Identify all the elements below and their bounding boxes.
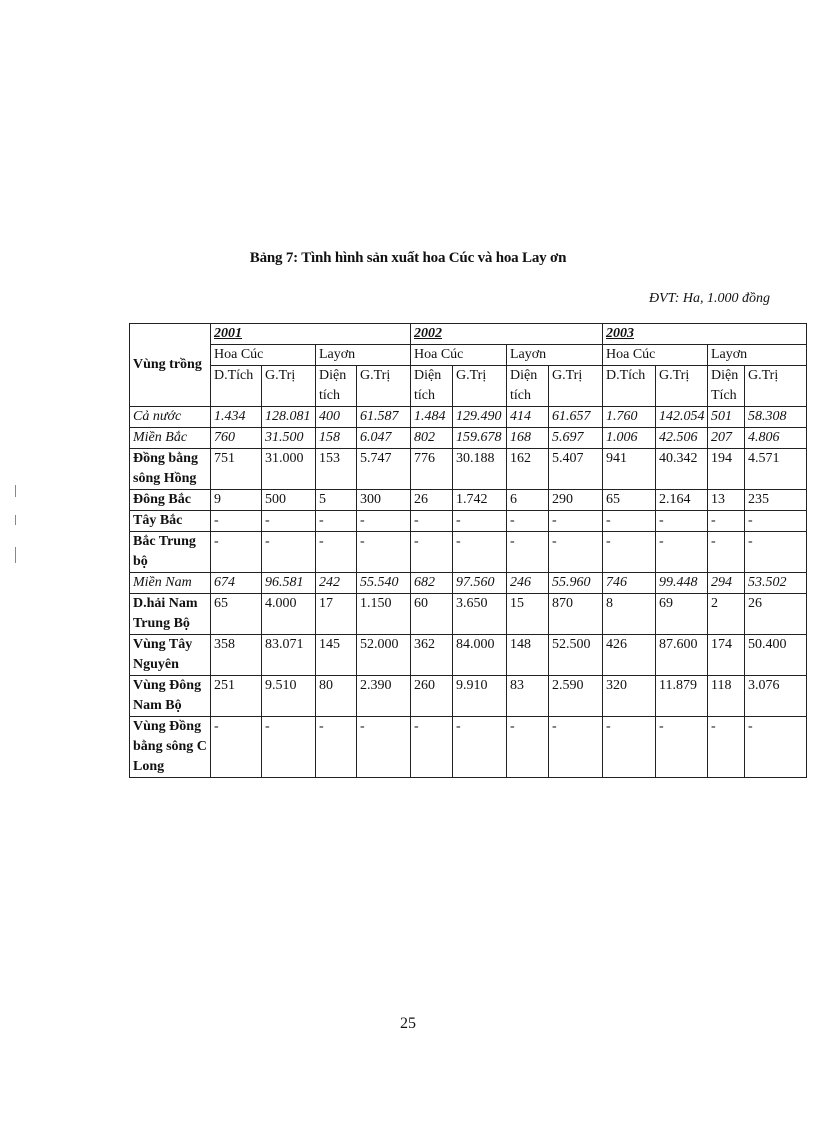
value-cell: 142.054 [656, 407, 708, 428]
region-name-cell: Cả nước [130, 407, 211, 428]
value-cell: 2.164 [656, 490, 708, 511]
value-cell: 168 [507, 428, 549, 449]
region-name-cell: Miền Bắc [130, 428, 211, 449]
group-header-2003-layon: Layơn [708, 345, 807, 366]
value-cell: 760 [211, 428, 262, 449]
value-cell: 30.188 [453, 449, 507, 490]
value-cell: 80 [316, 676, 357, 717]
scan-margin-mark [15, 547, 16, 563]
table-row [130, 635, 807, 676]
value-cell: - [357, 532, 411, 573]
value-cell: 69 [656, 594, 708, 635]
value-cell: - [411, 717, 453, 778]
value-cell: - [453, 532, 507, 573]
value-cell: - [316, 532, 357, 573]
region-name-cell: Miền Nam [130, 573, 211, 594]
value-cell: - [745, 717, 807, 778]
value-cell: - [708, 717, 745, 778]
value-cell: 1.434 [211, 407, 262, 428]
year-header-2002: 2002 [411, 324, 603, 345]
value-cell: 65 [603, 490, 656, 511]
value-cell: 162 [507, 449, 549, 490]
subheader-cell: D.Tích [603, 366, 656, 407]
value-cell: 174 [708, 635, 745, 676]
value-cell: - [411, 511, 453, 532]
table-row [130, 511, 807, 532]
value-cell: 8 [603, 594, 656, 635]
value-cell: 260 [411, 676, 453, 717]
value-cell: 9.510 [262, 676, 316, 717]
value-cell: 414 [507, 407, 549, 428]
value-cell: 3.076 [745, 676, 807, 717]
value-cell: 300 [357, 490, 411, 511]
subheader-cell: G.Trị [262, 366, 316, 407]
value-cell: - [708, 532, 745, 573]
value-cell: 235 [745, 490, 807, 511]
value-cell: 52.000 [357, 635, 411, 676]
table-body [130, 324, 807, 778]
subheader-cell: G.Trị [656, 366, 708, 407]
value-cell: 6.047 [357, 428, 411, 449]
value-cell: 1.150 [357, 594, 411, 635]
subheader-cell: G.Trị [745, 366, 807, 407]
value-cell: - [603, 717, 656, 778]
value-cell: 31.500 [262, 428, 316, 449]
value-cell: - [357, 511, 411, 532]
value-cell: 50.400 [745, 635, 807, 676]
value-cell: 26 [745, 594, 807, 635]
value-cell: 5.407 [549, 449, 603, 490]
value-cell: - [507, 511, 549, 532]
value-cell: 1.742 [453, 490, 507, 511]
value-cell: - [211, 717, 262, 778]
value-cell: 61.587 [357, 407, 411, 428]
metric-header-row [130, 366, 807, 407]
value-cell: - [745, 532, 807, 573]
value-cell: 118 [708, 676, 745, 717]
value-cell: 400 [316, 407, 357, 428]
value-cell: - [211, 511, 262, 532]
value-cell: - [262, 717, 316, 778]
value-cell: 65 [211, 594, 262, 635]
value-cell: 1.006 [603, 428, 656, 449]
value-cell: 11.879 [656, 676, 708, 717]
value-cell: 242 [316, 573, 357, 594]
value-cell: 4.000 [262, 594, 316, 635]
value-cell: 290 [549, 490, 603, 511]
value-cell: - [603, 511, 656, 532]
value-cell: 362 [411, 635, 453, 676]
value-cell: - [262, 511, 316, 532]
value-cell: - [316, 511, 357, 532]
region-name-cell: Vùng Đồng bằng sông C Long [130, 717, 211, 778]
value-cell: 158 [316, 428, 357, 449]
region-name-cell: Đông Bắc [130, 490, 211, 511]
value-cell: 207 [708, 428, 745, 449]
group-header-2002-cuc: Hoa Cúc [411, 345, 507, 366]
value-cell: - [549, 717, 603, 778]
value-cell: 13 [708, 490, 745, 511]
value-cell: - [507, 717, 549, 778]
value-cell: 53.502 [745, 573, 807, 594]
subheader-cell: G.Trị [453, 366, 507, 407]
value-cell: 251 [211, 676, 262, 717]
table-row [130, 717, 807, 778]
value-cell: 2.390 [357, 676, 411, 717]
value-cell: 83 [507, 676, 549, 717]
value-cell: 870 [549, 594, 603, 635]
subheader-cell: Diện tích [316, 366, 357, 407]
value-cell: 97.560 [453, 573, 507, 594]
value-cell: - [453, 511, 507, 532]
value-cell: 31.000 [262, 449, 316, 490]
value-cell: 4.806 [745, 428, 807, 449]
value-cell: - [656, 511, 708, 532]
value-cell: 148 [507, 635, 549, 676]
value-cell: - [507, 532, 549, 573]
value-cell: 294 [708, 573, 745, 594]
value-cell: 6 [507, 490, 549, 511]
value-cell: 2 [708, 594, 745, 635]
value-cell: 320 [603, 676, 656, 717]
value-cell: 746 [603, 573, 656, 594]
value-cell: 674 [211, 573, 262, 594]
value-cell: - [549, 511, 603, 532]
value-cell: 17 [316, 594, 357, 635]
value-cell: 26 [411, 490, 453, 511]
value-cell: - [211, 532, 262, 573]
value-cell: 776 [411, 449, 453, 490]
value-cell: 5 [316, 490, 357, 511]
value-cell: 61.657 [549, 407, 603, 428]
value-cell: - [603, 532, 656, 573]
group-header-2001-cuc: Hoa Cúc [211, 345, 316, 366]
group-header-2003-cuc: Hoa Cúc [603, 345, 708, 366]
value-cell: 153 [316, 449, 357, 490]
value-cell: 96.581 [262, 573, 316, 594]
page-number: 25 [400, 1015, 416, 1032]
unit-note: ĐVT: Ha, 1.000 đồng [649, 291, 770, 306]
table-row [130, 428, 807, 449]
value-cell: 941 [603, 449, 656, 490]
table-row [130, 449, 807, 490]
value-cell: 358 [211, 635, 262, 676]
value-cell: - [656, 717, 708, 778]
value-cell: 426 [603, 635, 656, 676]
subheader-cell: Diện tích [411, 366, 453, 407]
subheader-cell: D.Tích [211, 366, 262, 407]
subheader-cell: G.Trị [357, 366, 411, 407]
region-name-cell: Vùng Đông Nam Bộ [130, 676, 211, 717]
subheader-cell: Diện tích [507, 366, 549, 407]
value-cell: - [262, 532, 316, 573]
value-cell: 1.760 [603, 407, 656, 428]
value-cell: - [656, 532, 708, 573]
value-cell: 99.448 [656, 573, 708, 594]
value-cell: 194 [708, 449, 745, 490]
year-header-row [130, 324, 807, 345]
value-cell: - [549, 532, 603, 573]
group-header-2002-layon: Layơn [507, 345, 603, 366]
value-cell: 159.678 [453, 428, 507, 449]
region-name-cell: Vùng Tây Nguyên [130, 635, 211, 676]
value-cell: - [745, 511, 807, 532]
value-cell: - [316, 717, 357, 778]
value-cell: 52.500 [549, 635, 603, 676]
value-cell: 128.081 [262, 407, 316, 428]
year-header-2001: 2001 [211, 324, 411, 345]
value-cell: - [357, 717, 411, 778]
region-name-cell: D.hải Nam Trung Bộ [130, 594, 211, 635]
table-row [130, 407, 807, 428]
value-cell: 802 [411, 428, 453, 449]
page-title: Bảng 7: Tình hình sản xuất hoa Cúc và hoa Lay ơn [249, 250, 567, 266]
value-cell: 682 [411, 573, 453, 594]
scan-margin-mark [15, 515, 16, 525]
value-cell: 1.484 [411, 407, 453, 428]
region-name-cell: Bắc Trung bộ [130, 532, 211, 573]
value-cell: 5.697 [549, 428, 603, 449]
value-cell: 40.342 [656, 449, 708, 490]
value-cell: 87.600 [656, 635, 708, 676]
region-column-header: Vùng trồng [130, 324, 211, 407]
value-cell: 500 [262, 490, 316, 511]
region-name-cell: Tây Bắc [130, 511, 211, 532]
value-cell: 4.571 [745, 449, 807, 490]
value-cell: 3.650 [453, 594, 507, 635]
group-header-2001-layon: Layơn [316, 345, 411, 366]
value-cell: - [453, 717, 507, 778]
value-cell: 2.590 [549, 676, 603, 717]
table-row [130, 573, 807, 594]
subheader-cell: G.Trị [549, 366, 603, 407]
subheader-cell: Diện Tích [708, 366, 745, 407]
value-cell: 129.490 [453, 407, 507, 428]
value-cell: 145 [316, 635, 357, 676]
value-cell: 9 [211, 490, 262, 511]
value-cell: - [708, 511, 745, 532]
value-cell: 246 [507, 573, 549, 594]
value-cell: 84.000 [453, 635, 507, 676]
scan-margin-mark [15, 485, 16, 497]
value-cell: 501 [708, 407, 745, 428]
value-cell: - [411, 532, 453, 573]
year-header-2003: 2003 [603, 324, 807, 345]
value-cell: 83.071 [262, 635, 316, 676]
table-row [130, 676, 807, 717]
value-cell: 55.960 [549, 573, 603, 594]
value-cell: 42.506 [656, 428, 708, 449]
value-cell: 60 [411, 594, 453, 635]
value-cell: 9.910 [453, 676, 507, 717]
value-cell: 5.747 [357, 449, 411, 490]
table-row [130, 532, 807, 573]
value-cell: 751 [211, 449, 262, 490]
value-cell: 55.540 [357, 573, 411, 594]
table-row [130, 594, 807, 635]
production-table [129, 323, 807, 778]
table-row [130, 490, 807, 511]
flower-header-row [130, 345, 807, 366]
region-name-cell: Đồng bằng sông Hồng [130, 449, 211, 490]
value-cell: 58.308 [745, 407, 807, 428]
value-cell: 15 [507, 594, 549, 635]
